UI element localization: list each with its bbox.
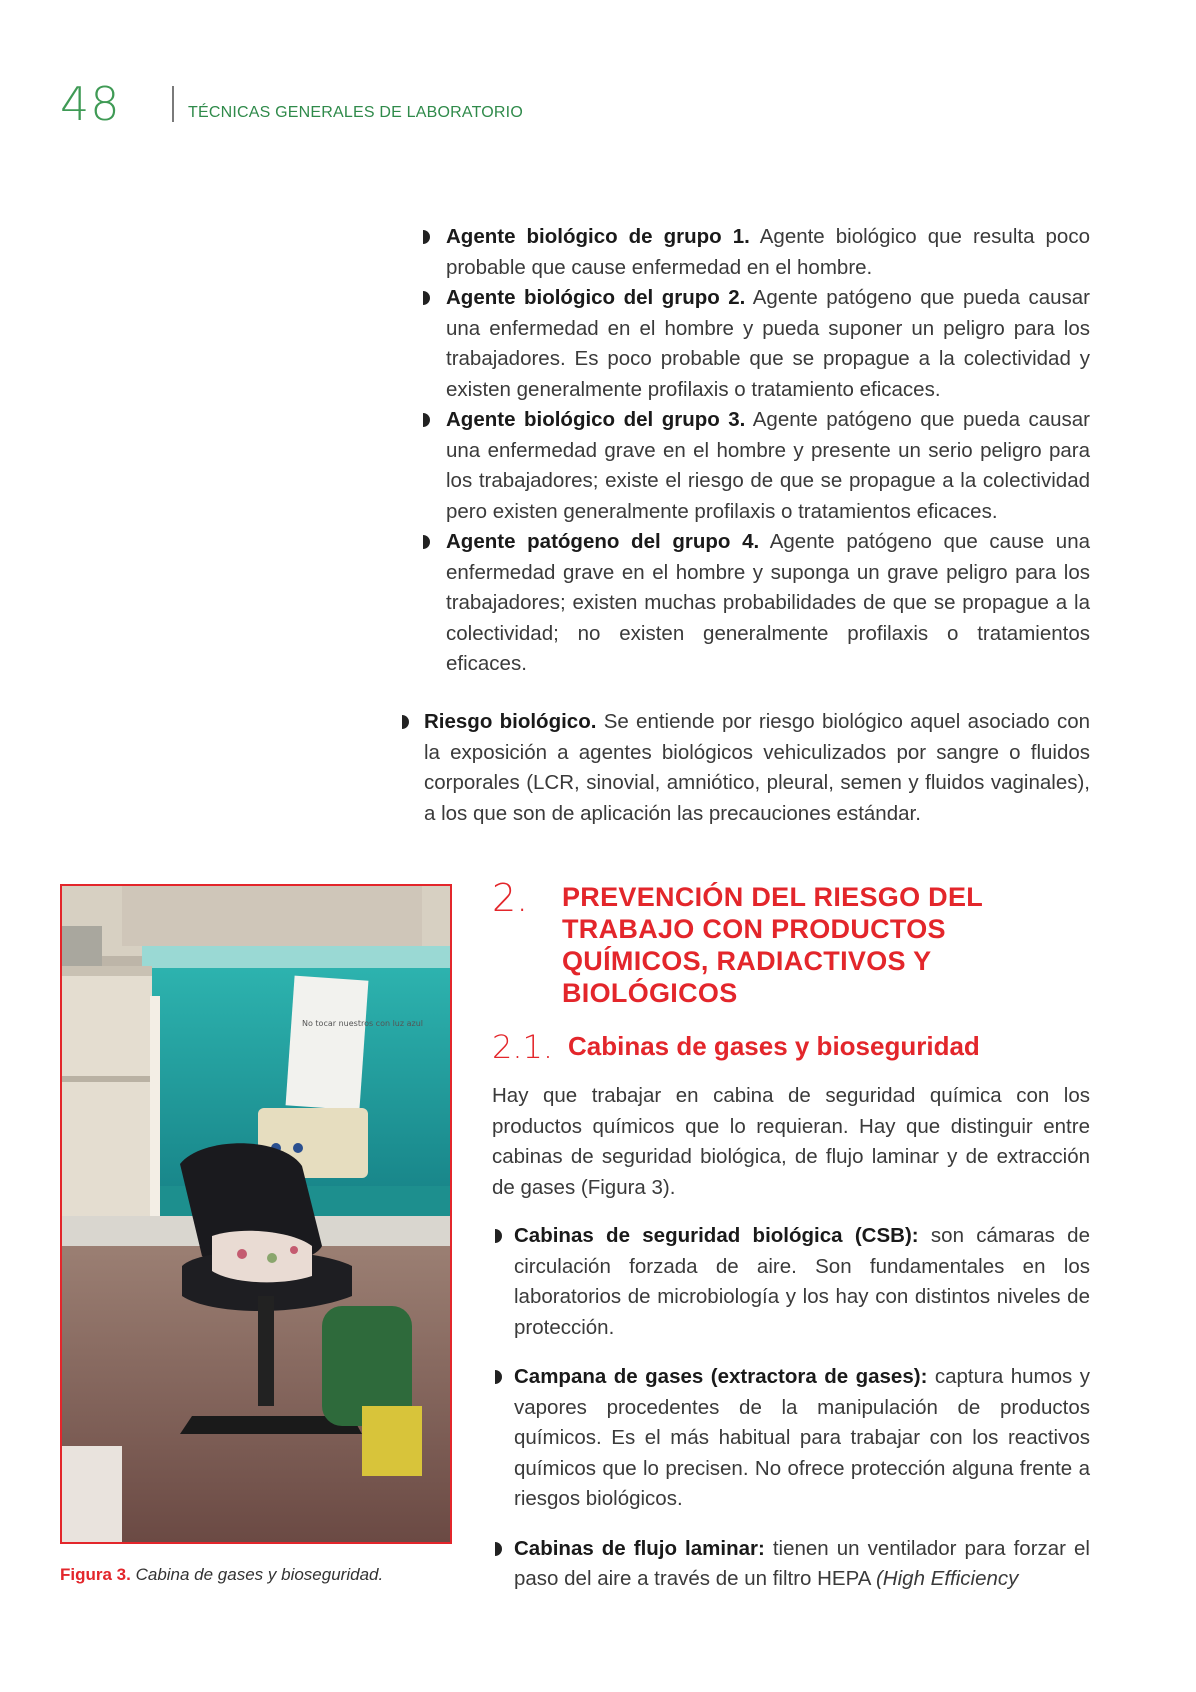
figure-caption-text: Cabina de gases y bioseguridad.: [130, 1565, 384, 1584]
item-text: Se entiende por riesgo biológico aquel asociado con la exposición a agentes biológicos vehiculizados por sangre o fluidos corporales (LCR, sinovial, amniótico, pleural, semen y fluidos vaginales), a los que son de aplicación las precauciones estándar.: [424, 710, 1090, 825]
figure-label: Figura 3.: [60, 1565, 131, 1584]
page-number: 48: [60, 77, 121, 131]
item-text: Agente biológico que resulta poco probable que cause enfermedad en el hombre.: [446, 225, 1090, 279]
item-term: Agente biológico del grupo 2.: [446, 286, 746, 309]
bullet-icon: [423, 230, 430, 244]
item-term: Agente biológico del grupo 3.: [446, 408, 746, 431]
item-term: Campana de gases (extractora de gases):: [514, 1365, 928, 1388]
item-term: Agente biológico de grupo 1.: [446, 225, 750, 248]
item-italic: (High Efficiency: [875, 1567, 1019, 1590]
bullet-icon: [495, 1542, 502, 1556]
list-item: [514, 1362, 1090, 1515]
item-text: Agente patógeno que cause una enfermedad grave en el hombre y suponga un grave peligro para los trabajadores; existen muchas probabilidades de que se propague a la colectividad; no existen generalmente profilaxis o tratamientos eficaces.: [446, 530, 1090, 675]
item-text: Agente patógeno que pueda causar una enfermedad en el hombre y pueda suponer un peligro para los trabajadores. Es poco probable que se propague a la colectividad y existen generalmente profilaxis o tratamiento eficaces.: [446, 286, 1090, 401]
bullet-icon: [495, 1229, 502, 1243]
intro-paragraph: Hay que trabajar en cabina de seguridad química con los productos químicos que lo requieran. Hay que distinguir entre cabinas de seguridad biológica, de flujo laminar y de extracción de gases (Figura 3).: [492, 1084, 1090, 1199]
running-title: TÉCNICAS GENERALES DE LABORATORIO: [188, 104, 523, 121]
item-text: tienen un ventilador para forzar el paso del aire a través de un filtro HEPA: [514, 1536, 1090, 1590]
subsection-number: 2.1.: [492, 1028, 554, 1066]
section-heading: PREVENCIÓN DEL RIESGO DEL TRABAJO CON PRODUCTOS QUÍMICOS, RADIACTIVOS Y BIOLÓGICOS: [562, 882, 983, 1008]
list-item: [514, 1534, 1090, 1595]
list-item: [446, 283, 1090, 405]
item-term: Cabinas de seguridad biológica (CSB):: [514, 1224, 919, 1247]
item-text: Agente patógeno que pueda causar una enfermedad grave en el hombre y presente un serio peligro para los trabajadores; existe el riesgo de que se propague a la colectividad pero existen generalmente profilaxis o tratamientos eficaces.: [446, 408, 1090, 523]
item-term: Cabinas de flujo laminar:: [514, 1536, 765, 1560]
figure-photo: [60, 884, 452, 1544]
riesgo-biologico-paragraph: [424, 707, 1090, 829]
bullet-icon: [423, 291, 430, 305]
item-text: captura humos y vapores procedentes de la manipulación de productos químicos. Es el más habitual para trabajar con los reactivos químicos que lo precisen. No ofrece protección alguna frente a riesgos biológicos.: [514, 1365, 1090, 1510]
list-item: [446, 527, 1090, 680]
item-term: Riesgo biológico.: [424, 710, 597, 733]
figure-caption: [60, 1565, 383, 1585]
list-item: [446, 405, 1090, 527]
item-term: Agente patógeno del grupo 4.: [446, 530, 760, 553]
item-text: son cámaras de circulación forzada de aire. Son fundamentales en los laboratorios de microbiología y los hay con distintos niveles de protección.: [514, 1224, 1090, 1339]
header-divider: [172, 86, 174, 122]
lab-cabinet-photo: [62, 886, 450, 1542]
cabinas-list: [514, 1221, 1090, 1614]
list-item: [424, 707, 1090, 829]
list-item: [446, 222, 1090, 283]
bullet-icon: [423, 535, 430, 549]
bullet-icon: [423, 413, 430, 427]
bullet-icon: [402, 715, 409, 729]
bullet-icon: [495, 1370, 502, 1384]
list-item: [514, 1221, 1090, 1343]
sign-text: No tocar nuestros con luz azul: [302, 1019, 424, 1028]
subsection-heading: Cabinas de gases y bioseguridad: [568, 1031, 980, 1061]
biological-groups-list: [446, 222, 1090, 680]
section-number: 2.: [492, 876, 529, 920]
